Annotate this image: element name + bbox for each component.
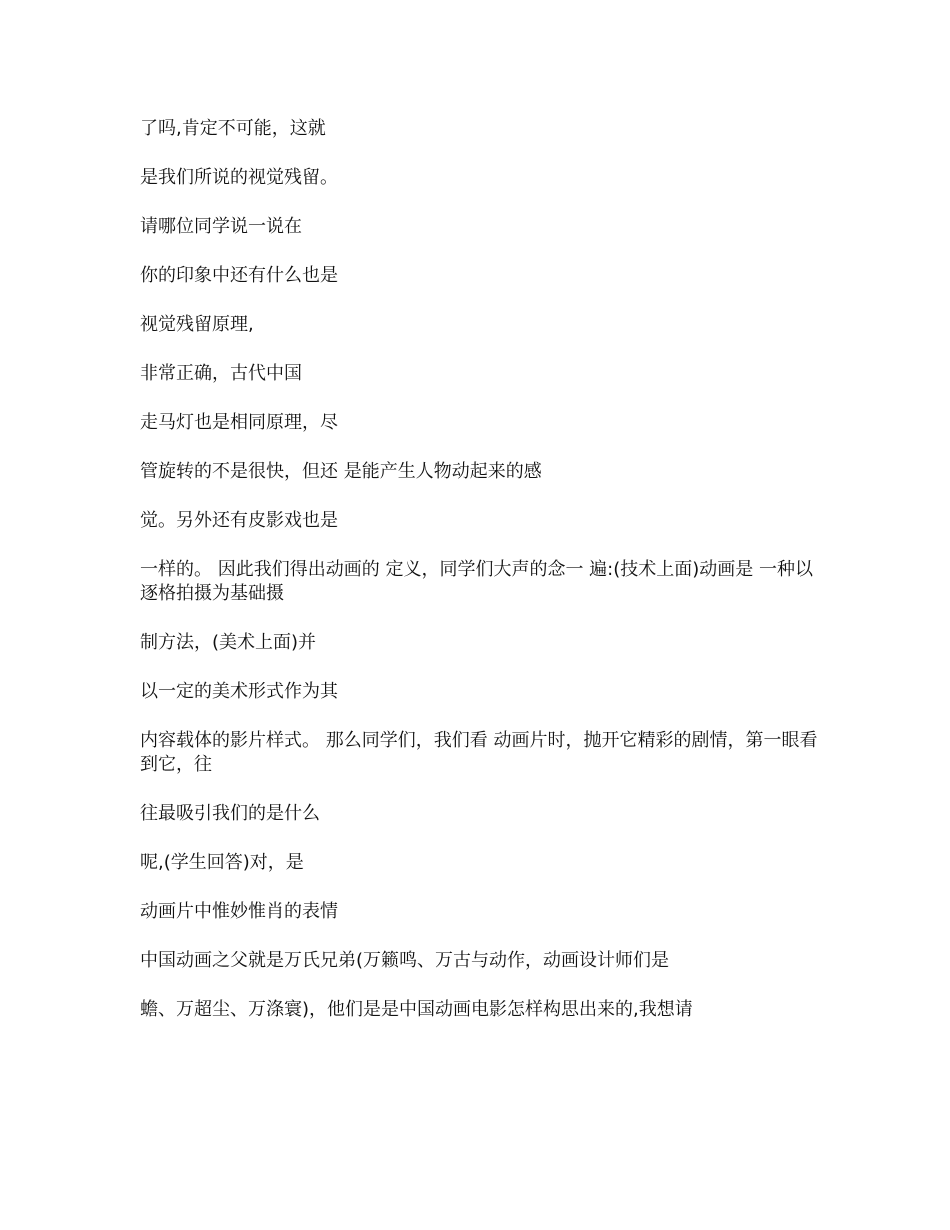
text-line: 管旋转的不是很快，但还 是能产生人物动起来的感 <box>140 461 542 482</box>
text-line: 往最吸引我们的是什么 <box>140 803 320 824</box>
text-line: 内容载体的影片样式。 那么同学们，我们看 动画片时，抛开它精彩的剧情，第一眼看到它，往 <box>140 730 818 775</box>
text-line: 中国动画之父就是万氏兄弟(万籁鸣、万古与动作，动画设计师们是 <box>140 950 670 971</box>
text-line: 是我们所说的视觉残留。 <box>140 167 338 188</box>
text-line: 呢,(学生回答)对，是 <box>140 852 304 873</box>
text-line: 走马灯也是相同原理，尽 <box>140 412 338 433</box>
text-line: 你的印象中还有什么也是 <box>140 265 338 286</box>
text-line: 一样的。 因此我们得出动画的 定义，同学们大声的念一 遍:(技术上面)动画是 一种以逐格拍摄为基础摄 <box>140 559 813 604</box>
text-line: 请哪位同学说一说在 <box>140 216 302 237</box>
text-line: 蟾、万超尘、万涤寰)，他们是是中国动画电影怎样构思出来的,我想请 <box>140 999 693 1020</box>
text-line: 动画片中惟妙惟肖的表情 <box>140 901 338 922</box>
text-line: 非常正确，古代中国 <box>140 363 302 384</box>
text-line: 制方法，(美术上面)并 <box>140 632 317 653</box>
text-line: 以一定的美术形式作为其 <box>140 681 338 702</box>
text-line: 了吗,肯定不可能，这就 <box>140 118 326 139</box>
body-text <box>140 117 820 1047</box>
text-line: 视觉残留原理, <box>140 314 254 335</box>
text-line: 觉。另外还有皮影戏也是 <box>140 510 338 531</box>
